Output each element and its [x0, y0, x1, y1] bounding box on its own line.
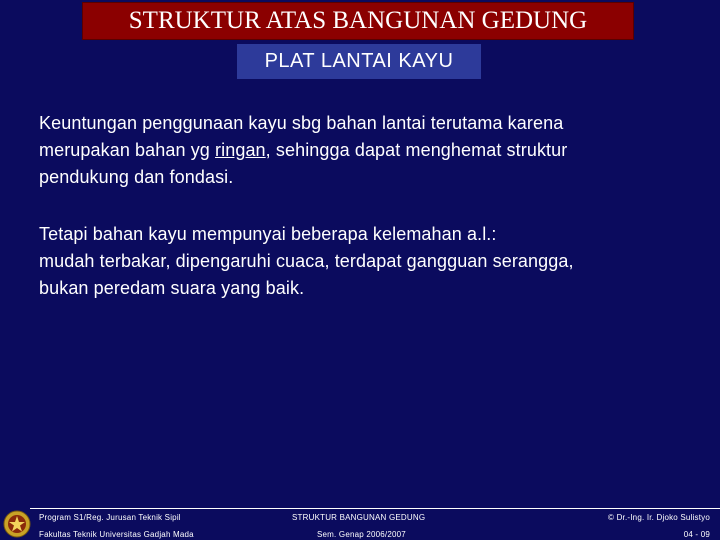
footer-divider — [30, 508, 720, 509]
text-segment: merupakan bahan yg — [39, 140, 216, 160]
footer-author: © Dr.-Ing. Ir. Djoko Sulistyo — [608, 513, 710, 522]
paragraph-advantages — [39, 110, 567, 191]
paragraph-weaknesses — [39, 221, 574, 302]
slide-title-text: STRUKTUR ATAS BANGUNAN GEDUNG — [128, 7, 588, 34]
footer-page-number: 04 - 09 — [683, 530, 710, 539]
university-crest-icon — [3, 510, 31, 538]
underlined-word: ringan — [215, 140, 266, 160]
slide-title — [82, 2, 634, 40]
paragraph-line: Keuntungan penggunaan kayu sbg bahan lantai terutama karena — [39, 113, 564, 133]
paragraph-line: Tetapi bahan kayu mempunyai beberapa kelemahan a.l.: — [39, 224, 497, 244]
footer-program: Program S1/Reg. Jurusan Teknik Sipil — [39, 513, 181, 522]
text-segment: , sehingga dapat menghemat struktur — [265, 140, 568, 160]
footer-course: STRUKTUR BANGUNAN GEDUNG — [292, 513, 426, 522]
paragraph-line: mudah terbakar, dipengaruhi cuaca, terdapat gangguan serangga, — [39, 251, 574, 271]
paragraph-line: bukan peredam suara yang baik. — [39, 278, 305, 298]
footer-semester: Sem. Genap 2006/2007 — [317, 530, 406, 539]
slide-subtitle-text: PLAT LANTAI KAYU — [264, 50, 454, 72]
paragraph-line: pendukung dan fondasi. — [39, 167, 234, 187]
footer-faculty: Fakultas Teknik Universitas Gadjah Mada — [39, 530, 194, 539]
paragraph-line — [39, 137, 567, 164]
slide-subtitle — [237, 44, 481, 79]
